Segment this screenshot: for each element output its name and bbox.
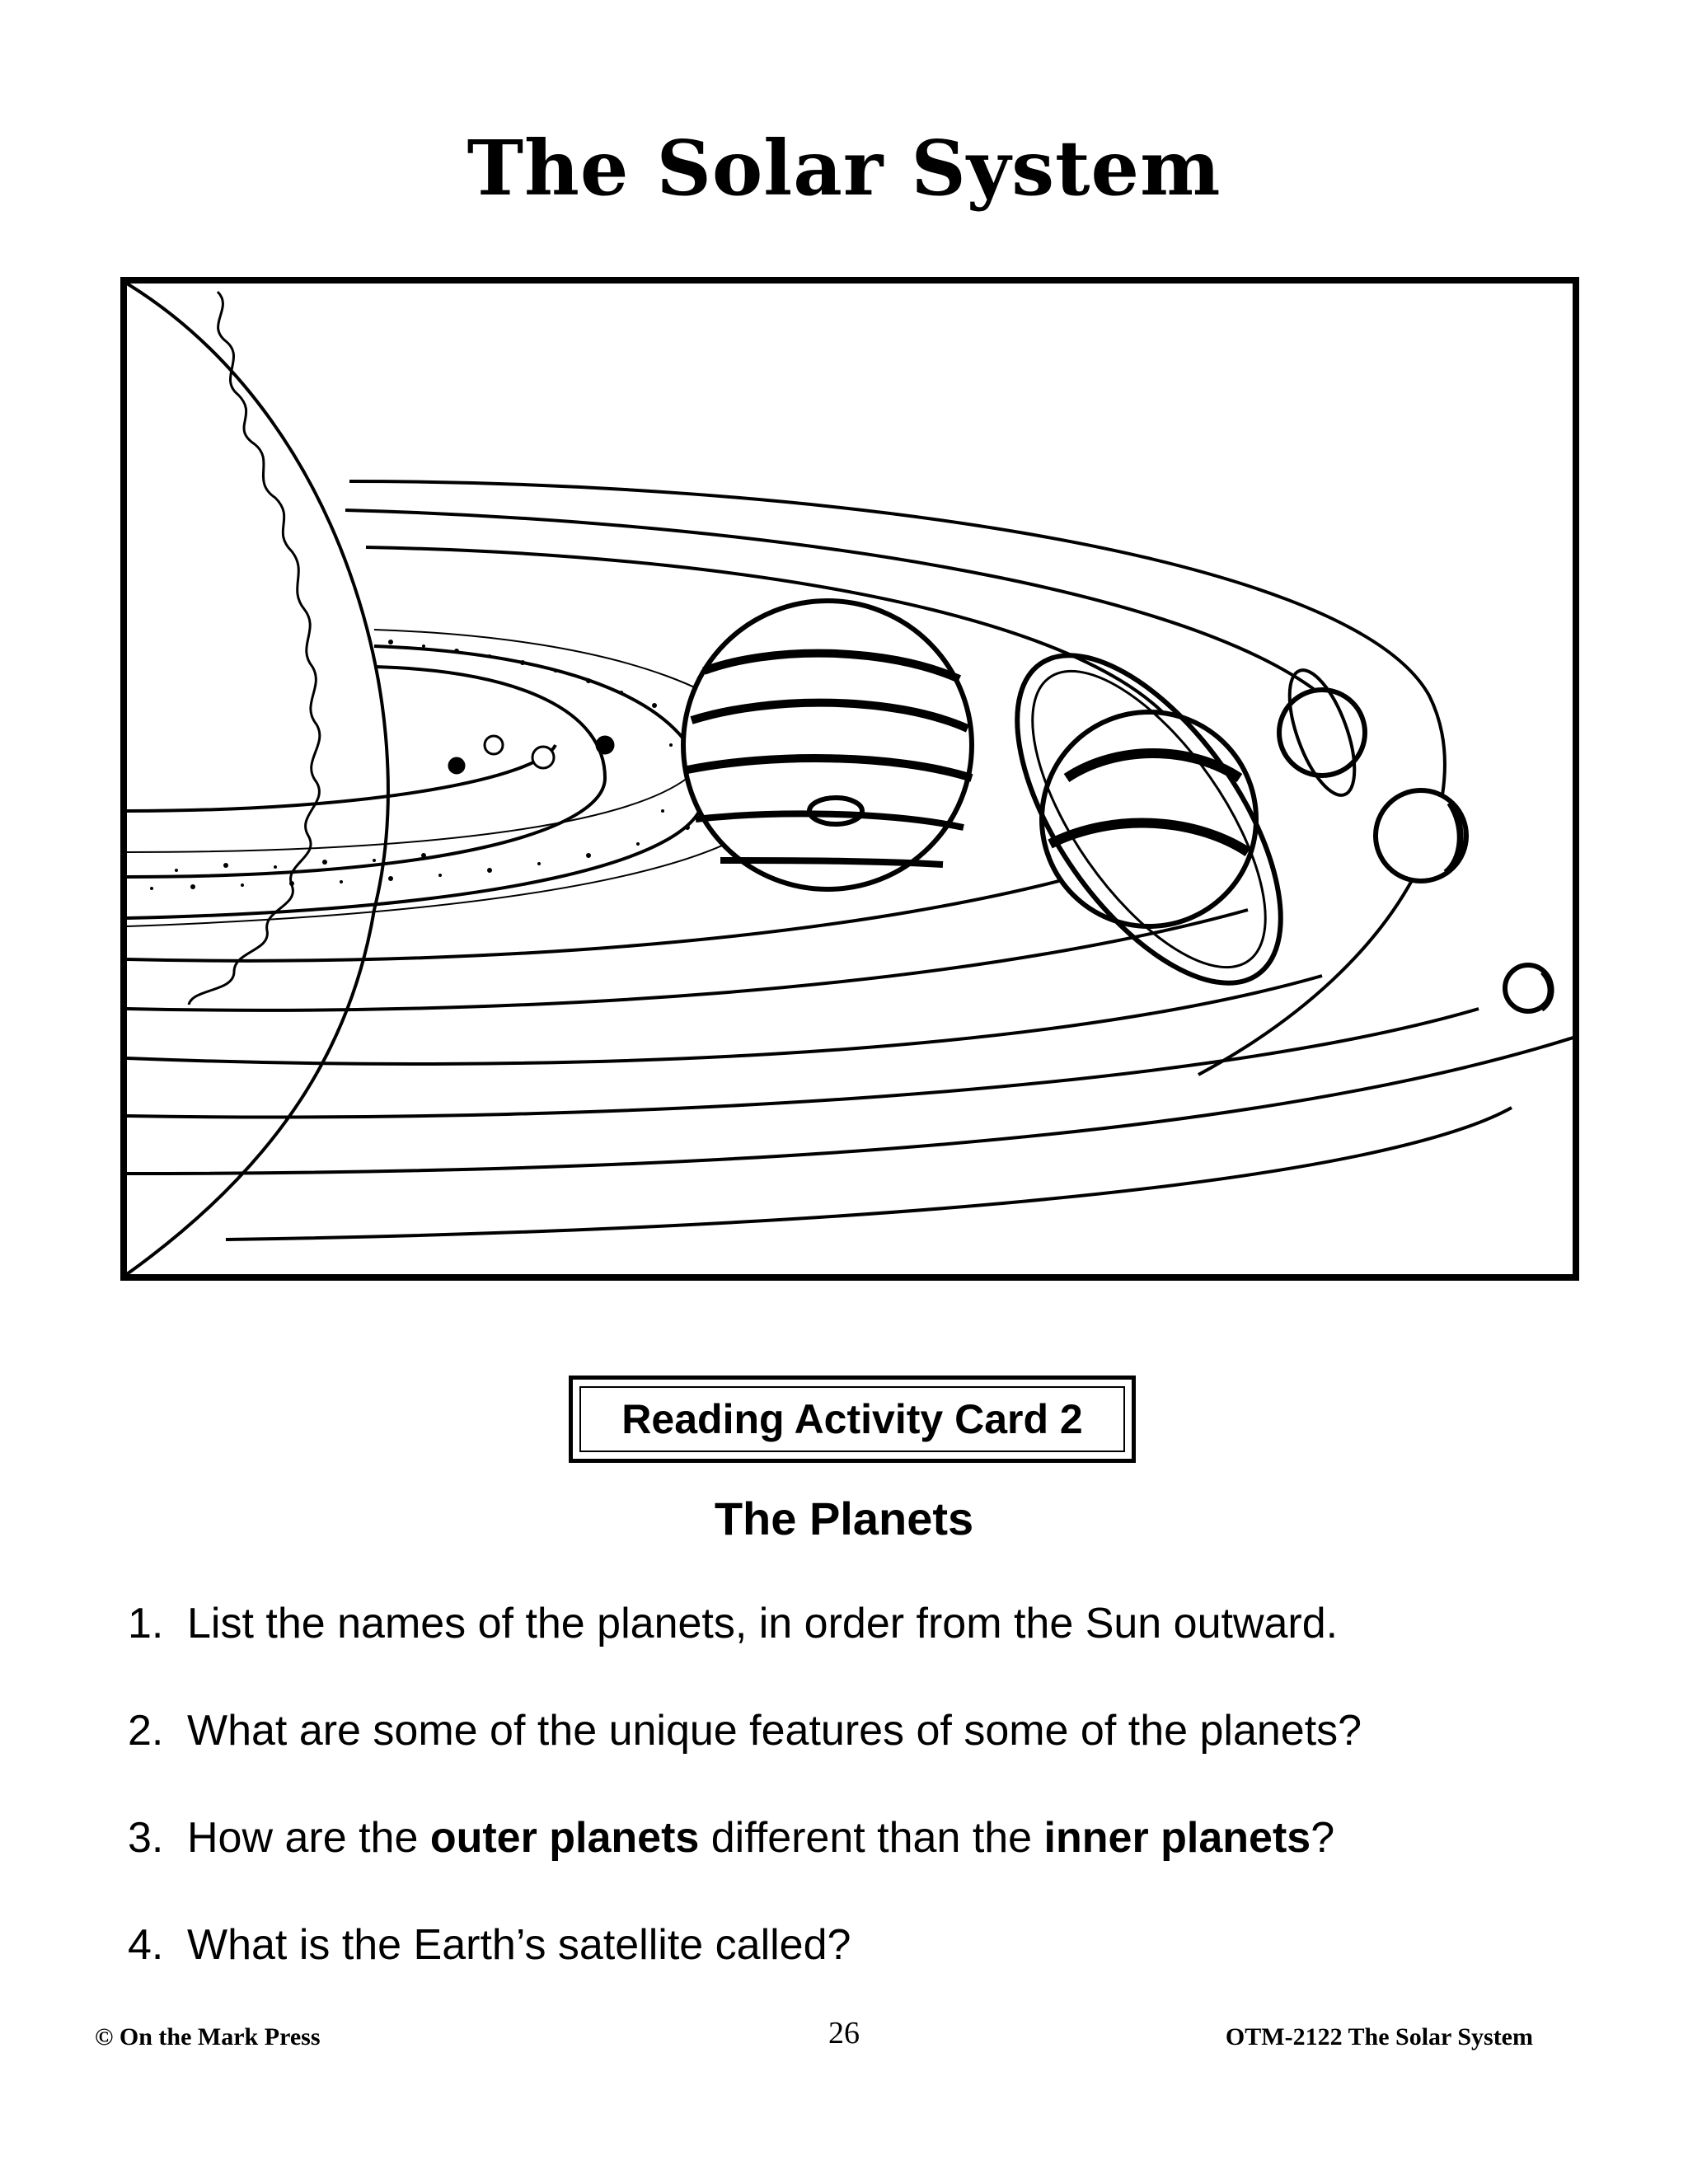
footer-book-code: OTM-2122 The Solar System bbox=[1225, 2023, 1533, 2050]
venus bbox=[485, 736, 503, 754]
question-text: How are the bbox=[187, 1814, 430, 1862]
mercury bbox=[449, 758, 464, 773]
sun-edge bbox=[127, 284, 388, 1274]
neptune bbox=[1376, 790, 1466, 881]
uranus bbox=[1276, 663, 1367, 804]
mars bbox=[597, 737, 613, 753]
question-number: 3. bbox=[128, 1814, 164, 1862]
orbit-12 bbox=[226, 1108, 1512, 1240]
question-item bbox=[128, 1916, 1595, 2023]
term-inner-planets: inner planets bbox=[1043, 1814, 1311, 1862]
question-text: List the names of the planets, in order from the Sun outward. bbox=[187, 1600, 1339, 1647]
section-subtitle: The Planets bbox=[714, 1493, 974, 1544]
footer-copyright: © On the Mark Press bbox=[95, 2023, 321, 2050]
question-text: What are some of the unique features of some of the planets? bbox=[187, 1707, 1362, 1755]
earth bbox=[532, 747, 554, 768]
reading-activity-card-label bbox=[569, 1376, 1136, 1463]
question-item bbox=[128, 1702, 1595, 1809]
footer-page-number: 26 bbox=[828, 2016, 860, 2050]
question-list bbox=[128, 1595, 1595, 2023]
question-number: 1. bbox=[128, 1600, 164, 1647]
question-text: ? bbox=[1311, 1814, 1335, 1862]
page-title: The Solar System bbox=[467, 124, 1221, 213]
question-item bbox=[128, 1809, 1595, 1916]
question-text: What is the Earth’s satellite called? bbox=[187, 1921, 851, 1969]
term-outer-planets: outer planets bbox=[429, 1814, 700, 1862]
pluto bbox=[1505, 965, 1551, 1011]
card-label-text: Reading Activity Card 2 bbox=[621, 1396, 1083, 1442]
solar-system-drawing bbox=[127, 284, 1573, 1274]
orbit-9 bbox=[127, 976, 1322, 1064]
question-number: 2. bbox=[128, 1707, 164, 1755]
jupiter bbox=[683, 601, 972, 889]
question-item bbox=[128, 1595, 1595, 1702]
question-text: different than the bbox=[699, 1814, 1044, 1862]
saturn bbox=[966, 612, 1332, 1027]
question-number: 4. bbox=[128, 1921, 164, 1969]
solar-system-illustration bbox=[120, 277, 1579, 1281]
